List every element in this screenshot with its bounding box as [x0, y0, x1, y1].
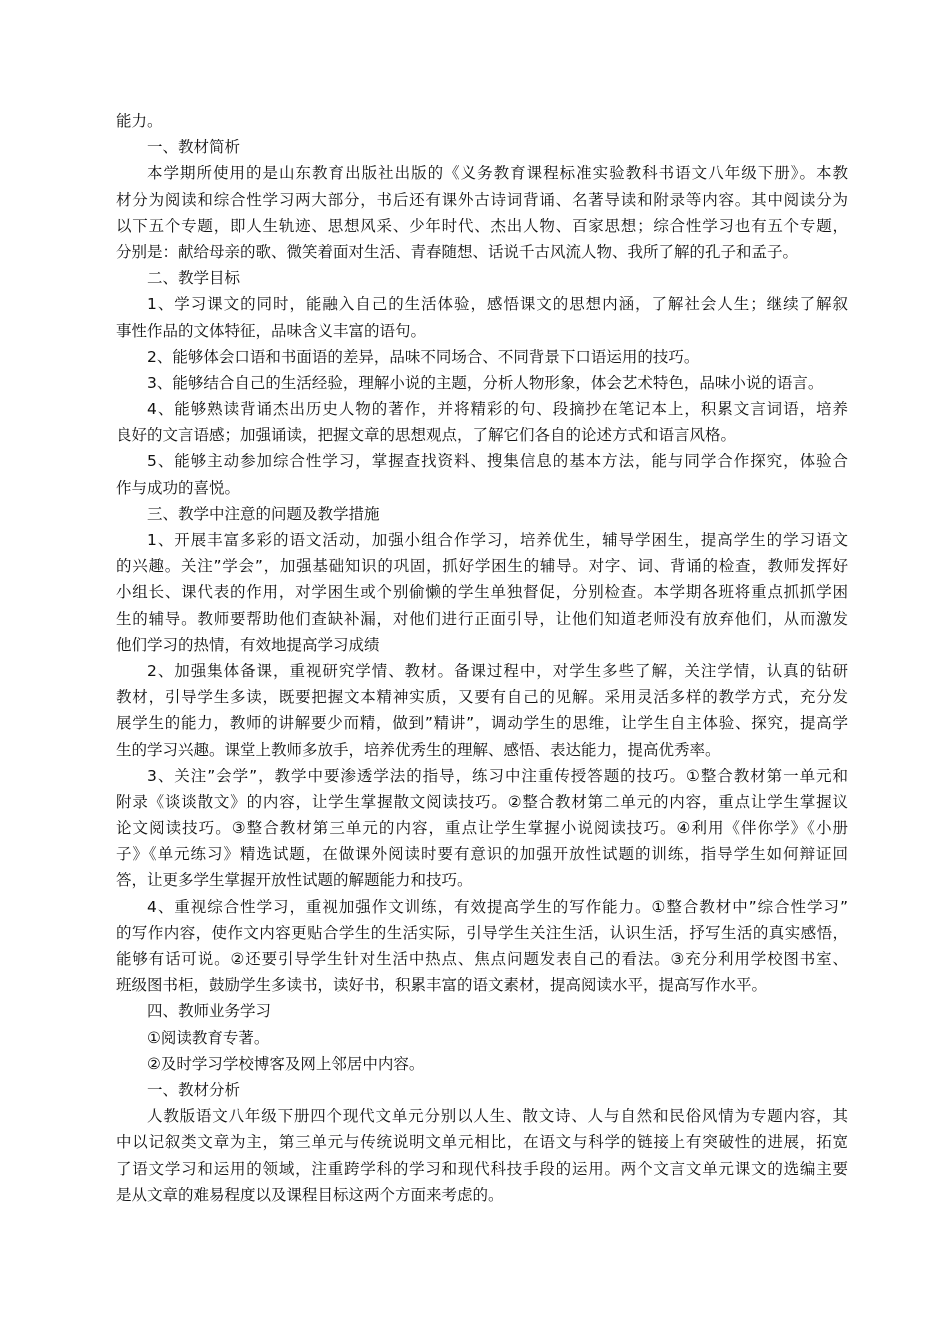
text-line: 事性作品的文体特征，品味含义丰富的语句。 [116, 321, 427, 340]
text-line: 的兴趣。关注”学会”，加强基础知识的巩固，抓好学困生的辅导。对字、词、背诵的检查，教师发挥好 [116, 557, 848, 576]
text-line: 1、学习课文的同时，能融入自己的生活体验，感悟课文的思想内涵，了解社会人生；继续了解叙 [147, 295, 848, 314]
text-line: 他们学习的热情，有效地提高学习成绩 [116, 635, 380, 654]
text-line: ②及时学习学校博客及网上邻居中内容。 [147, 1054, 425, 1073]
text-line: ①阅读教育专著。 [147, 1028, 270, 1047]
text-line: 了语文学习和运用的领域，注重跨学科的学习和现代科技手段的运用。两个文言文单元课文的选编主要 [116, 1159, 848, 1178]
text-line: 一、教材分析 [147, 1080, 241, 1099]
text-line: 作与成功的喜悦。 [116, 478, 241, 497]
text-line: 答，让更多学生掌握开放性试题的解题能力和技巧。 [116, 871, 473, 890]
document-page [116, 108, 848, 1208]
text-line: 班级图书柜，鼓励学生多读书，读好书，积累丰富的语文素材，提高阅读水平，提高写作水平。 [116, 976, 768, 995]
text-line: 附录《谈谈散文》的内容，让学生掌握散文阅读技巧。②整合教材第二单元的内容，重点让学生掌握议 [116, 792, 848, 811]
text-line: 1、开展丰富多彩的语文活动，加强小组合作学习，培养优生，辅导学困生，提高学生的学习语文 [147, 531, 848, 549]
text-line: 四、教师业务学习 [147, 1002, 272, 1021]
text-line: 5、能够主动参加综合性学习，掌握查找资料、搜集信息的基本方法，能与同学合作探究，体验合 [147, 452, 848, 471]
text-line: 教材，引导学生多读，既要把握文本精神实质，又要有自己的见解。采用灵活多样的教学方式，充分发 [116, 688, 848, 707]
text-line: 二、教学目标 [147, 269, 241, 288]
text-line: 3、关注”会学”，教学中要渗透学法的指导，练习中注重传授答题的技巧。①整合教材第一单元和 [147, 766, 848, 785]
text-line: 4、能够熟读背诵杰出历史人物的著作，并将精彩的句、段摘抄在笔记本上，积累文言词语，培养 [147, 400, 848, 419]
text-line: 中以记叙类文章为主，第三单元与传统说明文单元相比，在语文与科学的链接上有突破性的进展，拓宽 [116, 1133, 848, 1152]
text-line: 良好的文言语感；加强诵读，把握文章的思想观点，了解它们各自的论述方式和语言风格。 [116, 426, 737, 445]
text-line: 是从文章的难易程度以及课程目标这两个方面来考虑的。 [116, 1185, 504, 1204]
text-line: 三、教学中注意的问题及教学措施 [147, 504, 380, 523]
text-line: 以下五个专题，即人生轨迹、思想风采、少年时代、杰出人物、百家思想；综合性学习也有五个专题， [116, 216, 848, 235]
text-line: 4、重视综合性学习，重视加强作文训练，有效提高学生的写作能力。①整合教材中”综合性学习” [147, 897, 848, 916]
text-line: 分别是：献给母亲的歌、微笑着面对生活、青春随想、话说千古风流人物、我所了解的孔子和孟子。 [116, 242, 799, 261]
text-line: 生的辅导。教师要帮助他们查缺补漏，对他们进行正面引导，让他们知道老师没有放弃他们，从而激发 [116, 609, 848, 628]
text-line: 能力。 [116, 112, 163, 130]
text-line: 本学期所使用的是山东教育出版社出版的《义务教育课程标准实验教科书语文八年级下册》。本教 [147, 164, 848, 183]
text-line: 展学生的能力，教师的讲解要少而精，做到”精讲”，调动学生的思维，让学生自主体验、探究，提高学 [116, 714, 848, 733]
text-line: 子》《单元练习》精选试题，在做课外阅读时要有意识的加强开放性试题的训练，指导学生如何辩证回 [116, 845, 848, 864]
text-line: 论文阅读技巧。③整合教材第三单元的内容，重点让学生掌握小说阅读技巧。④利用《伴你学》《小册 [116, 819, 848, 838]
text-line: 2、加强集体备课，重视研究学情、教材。备课过程中，对学生多些了解，关注学情，认真的钻研 [147, 661, 848, 680]
text-line: 一、教材简析 [147, 138, 241, 157]
text-line: 人教版语文八年级下册四个现代文单元分别以人生、散文诗、人与自然和民俗风情为专题内容，其 [147, 1107, 848, 1126]
text-line: 材分为阅读和综合性学习两大部分，书后还有课外古诗词背诵、名著导读和附录等内容。其中阅读分为 [116, 190, 848, 209]
text-line: 生的学习兴趣。课堂上教师多放手，培养优秀生的理解、感悟、表达能力，提高优秀率。 [116, 740, 721, 759]
text-line: 3、能够结合自己的生活经验，理解小说的主题，分析人物形象，体会艺术特色，品味小说的语言。 [147, 373, 824, 392]
text-line: 2、能够体会口语和书面语的差异，品味不同场合、不同背景下口语运用的技巧。 [147, 347, 700, 366]
text-line: 能够有话可说。②还要引导学生针对生活中热点、焦点问题发表自己的看法。③充分利用学校图书室、 [116, 950, 848, 968]
text-line: 小组长、课代表的作用，对学困生或个别偷懒的学生单独督促，分别检查。本学期各班将重点抓抓学困 [116, 583, 848, 602]
text-line: 的写作内容，使作文内容更贴合学生的生活实际，引导学生关注生活，认识生活，抒写生活的真实感悟， [116, 923, 848, 942]
